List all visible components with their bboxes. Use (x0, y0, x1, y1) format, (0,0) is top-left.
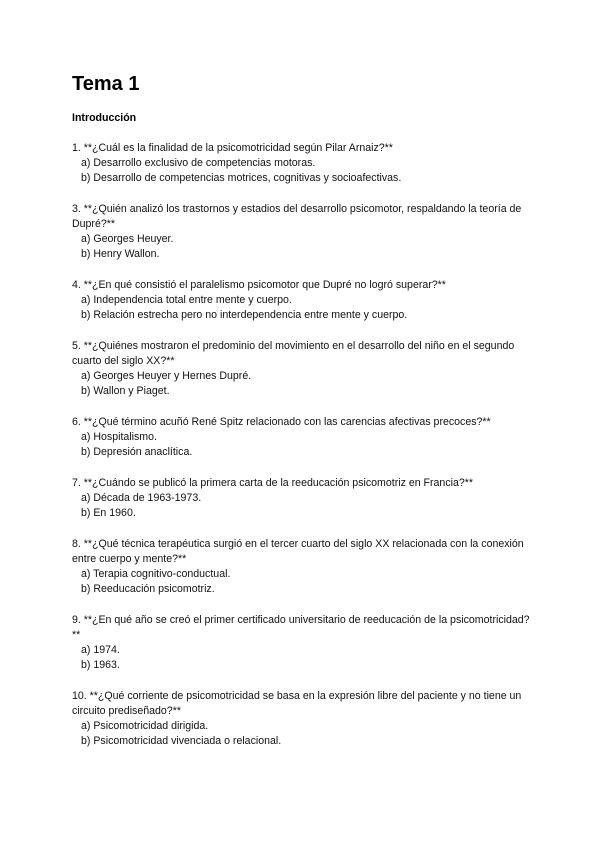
answer-option: b) Wallon y Piaget. (81, 385, 170, 397)
answer-option: b) Depresión anaclítica. (81, 446, 193, 458)
answer-option: a) Georges Heuyer y Hernes Dupré. (81, 370, 252, 382)
answer-option: b) Desarrollo de competencias motrices, cognitivas y socioafectivas. (81, 172, 402, 184)
answer-option: b) Psicomotricidad vivenciada o relacional. (81, 735, 282, 747)
question-item (72, 613, 532, 673)
answer-option: a) Hospitalismo. (81, 431, 157, 443)
answer-option: b) Relación estrecha pero no interdependencia entre mente y cuerpo. (81, 309, 408, 321)
answer-option: a) Georges Heuyer. (81, 233, 174, 245)
answer-option: a) Década de 1963-1973. (81, 492, 202, 504)
question-item (72, 415, 532, 460)
question-text: 5. **¿Quiénes mostraron el predominio del movimiento en el desarrollo del niño en el segundo cuarto del siglo XX?** (72, 340, 515, 367)
answer-option: a) 1974. (81, 644, 120, 656)
answer-option: a) Independencia total entre mente y cuerpo. (81, 294, 292, 306)
answer-option: b) Reeducación psicomotriz. (81, 583, 215, 595)
answer-option: a) Desarrollo exclusivo de competencias motoras. (81, 157, 316, 169)
question-item (72, 141, 532, 186)
question-item (72, 339, 532, 399)
answer-option: a) Terapia cognitivo-conductual. (81, 568, 231, 580)
question-text: 3. **¿Quién analizó los trastornos y estadios del desarrollo psicomotor, respaldando la teoría de Dupré?** (72, 203, 522, 230)
question-item (72, 537, 532, 597)
question-text: 7. **¿Cuándo se publicó la primera carta de la reeducación psicomotriz en Francia?** (72, 477, 474, 489)
question-item (72, 689, 532, 749)
question-text: 8. **¿Qué técnica terapéutica surgió en el tercer cuarto del siglo XX relacionada con la conexión entre cuerpo y mente?** (72, 538, 524, 565)
question-text: 4. **¿En qué consistió el paralelismo psicomotor que Dupré no logró superar?** (72, 279, 446, 291)
answer-option: b) 1963. (81, 659, 120, 671)
page-title: Tema 1 (72, 73, 140, 95)
question-item (72, 476, 532, 521)
question-text: 6. **¿Qué término acuñó René Spitz relacionado con las carencias afectivas precoces?** (72, 416, 491, 428)
question-text: 10. **¿Qué corriente de psicomotricidad se basa en la expresión libre del paciente y no tiene un circuito prediseñado?** (72, 690, 522, 717)
section-heading: Introducción (72, 112, 137, 124)
answer-option: a) Psicomotricidad dirigida. (81, 720, 209, 732)
question-text: 9. **¿En qué año se creó el primer certificado universitario de reeducación de la psicomotricidad?** (72, 614, 530, 641)
question-item (72, 202, 532, 262)
answer-option: b) Henry Wallon. (81, 248, 160, 260)
question-text: 1. **¿Cuál es la finalidad de la psicomotricidad según Pilar Arnaiz?** (72, 142, 393, 154)
answer-option: b) En 1960. (81, 507, 136, 519)
question-item (72, 278, 532, 323)
question-list (72, 141, 532, 765)
